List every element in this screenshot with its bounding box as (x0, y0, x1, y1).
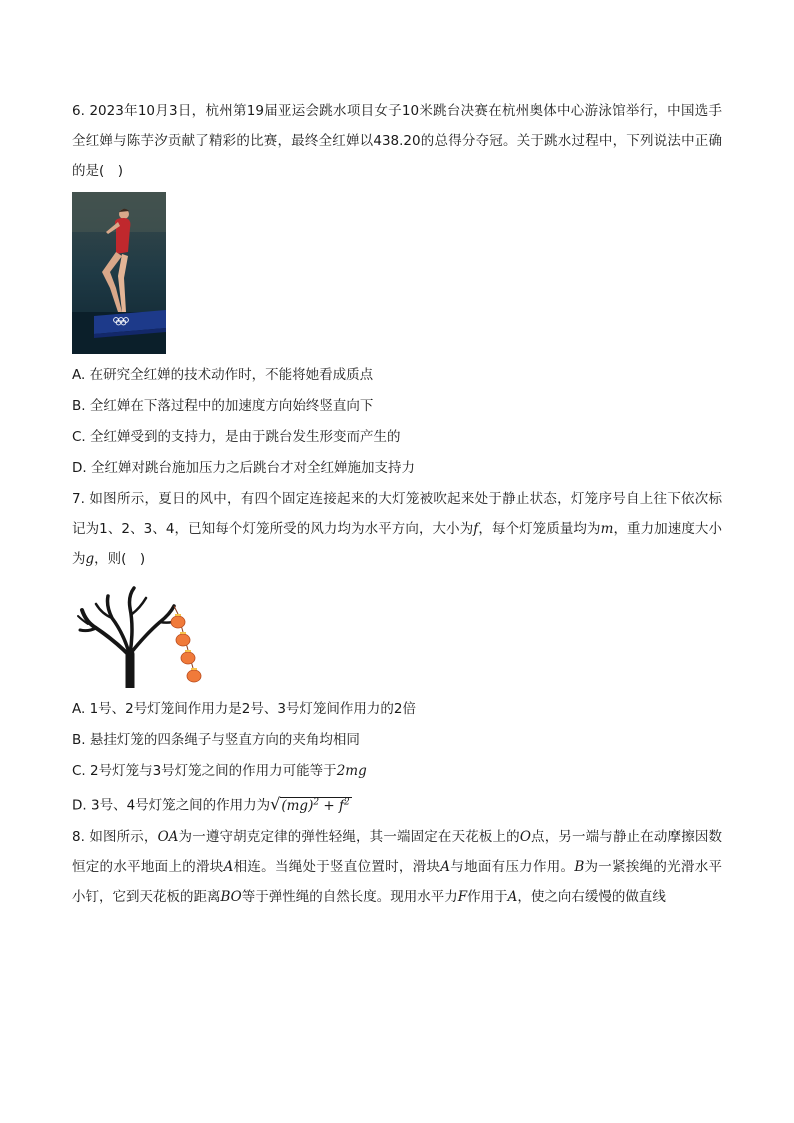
q7-stem: 7. 如图所示，夏日的风中，有四个固定连接起来的大灯笼被吹起来处于静止状态，灯笼序号自上往下依次标记为1、2、3、4，已知每个灯笼所受的风力均为水平方向，大小为f，每个灯笼质量均为m，重力加速度大小为g，则( ) (72, 491, 722, 567)
q6-option-c: C. 全红婵受到的支持力，是由于跳台发生形变而产生的 (72, 429, 401, 445)
q7-option-c: C. 2号灯笼与3号灯笼之间的作用力可能等于2mg (72, 763, 367, 779)
q7-option-a: A. 1号、2号灯笼间作用力是2号、3号灯笼间作用力的2倍 (72, 701, 417, 717)
q6-option-a: A. 在研究全红婵的技术动作时，不能将她看成质点 (72, 367, 374, 383)
exam-page (72, 96, 722, 912)
q7-option-b: B. 悬挂灯笼的四条绳子与竖直方向的夹角均相同 (72, 732, 360, 748)
q6-stem: 6. 2023年10月3日，杭州第19届亚运会跳水项目女子10米跳台决赛在杭州奥体中心游泳馆举行，中国选手全红婵与陈芋汐贡献了精彩的比赛，最终全红婵以438.20的总得分夺冠。关于跳水过程中，下列说法中正确的是( ) (72, 103, 722, 179)
q6-option-b: B. 全红婵在下落过程中的加速度方向始终竖直向下 (72, 398, 374, 414)
sqrt-expression: $√(mg)^2 + f^2$ (270, 794, 350, 814)
tree-lanterns-icon (74, 584, 214, 688)
q7-option-d: D. 3号、4号灯笼之间的作用力为$√(mg)^2 + f^2$ (72, 787, 722, 822)
q8-stem: 8. 如图所示，OA为一遵守胡克定律的弹性轻绳，其一端固定在天花板上的O点，另一端与静止在动摩擦因数恒定的水平地面上的滑块A相连。当绳处于竖直位置时，滑块A与地面有压力作用。B为一紧挨绳的光滑水平小钉，它到天花板的距离BO等于弹性绳的自然长度。现用水平力F作用于A，使之向右缓慢的做直线 (72, 828, 723, 905)
diver-photo-icon (72, 192, 166, 354)
q6-option-d: D. 全红婵对跳台施加压力之后跳台才对全红婵施加支持力 (72, 460, 415, 476)
